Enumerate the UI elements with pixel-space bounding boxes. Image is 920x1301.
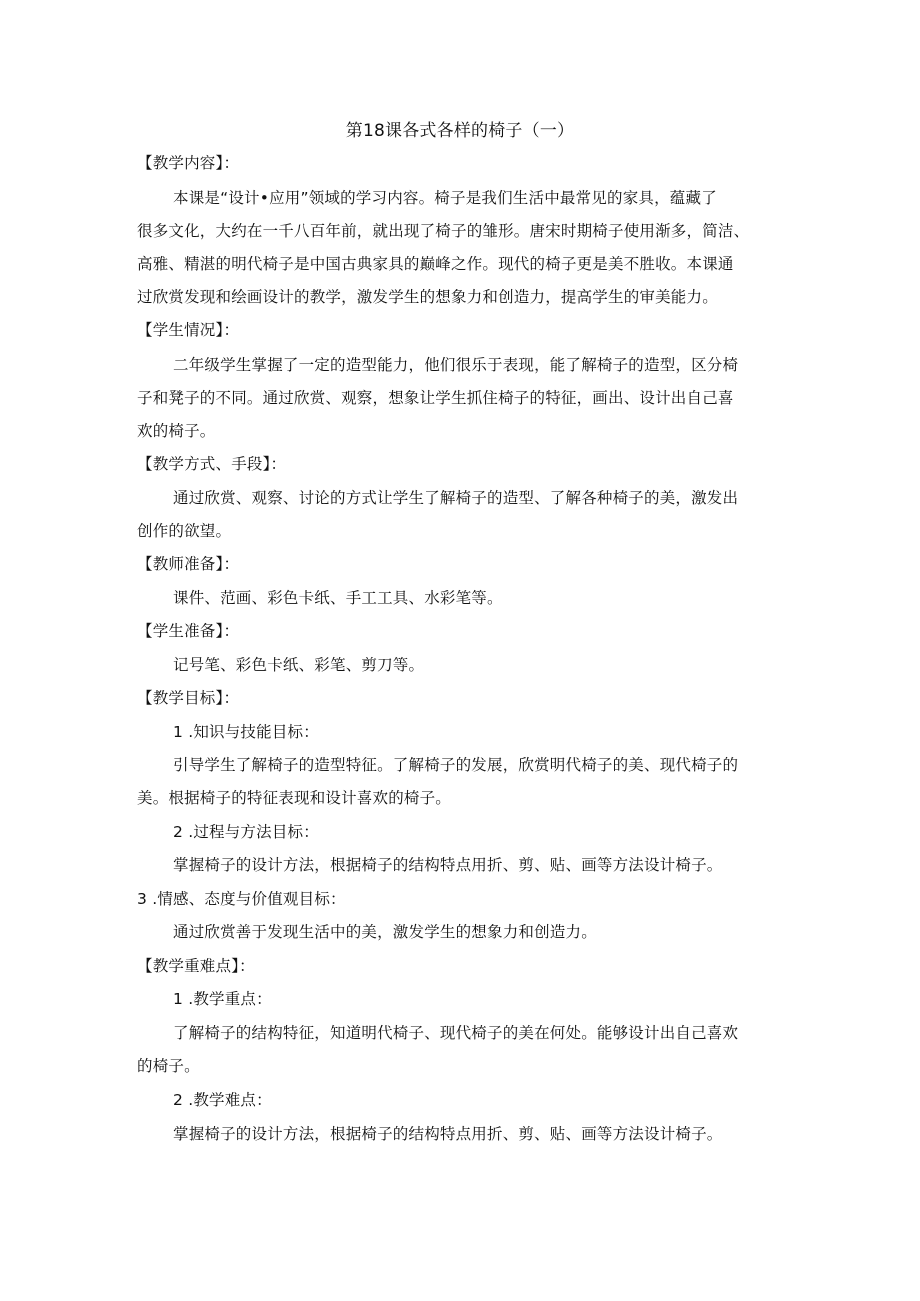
key-label: 1 .教学重点：	[173, 990, 272, 1008]
goal-label: 2 .过程与方法目标：	[173, 823, 319, 841]
paragraph-line: 通过欣赏善于发现生活中的美，激发学生的想象力和创造力。	[173, 923, 597, 941]
paragraph-line: 掌握椅子的设计方法，根据椅子的结构特点用折、剪、贴、画等方法设计椅子。	[173, 856, 723, 874]
section-heading-student-prep: 【学生准备】：	[137, 622, 240, 640]
section-heading-goals: 【教学目标】：	[137, 689, 240, 707]
key-label: 2 .教学难点：	[173, 1091, 272, 1109]
paragraph-line: 课件、范画、彩色卡纸、手工工具、水彩笔等。	[173, 589, 503, 607]
paragraph-line: 高雅、精湛的明代椅子是中国古典家具的巅峰之作。现代的椅子更是美不胜收。本课通	[137, 255, 734, 273]
paragraph-line: 引导学生了解椅子的造型特征。了解椅子的发展，欣赏明代椅子的美、现代椅子的	[173, 756, 739, 774]
section-heading-methods: 【教学方式、手段】：	[137, 455, 287, 473]
paragraph-line: 过欣赏发现和绘画设计的教学，激发学生的想象力和创造力，提高学生的审美能力。	[137, 288, 718, 306]
paragraph-line: 了解椅子的结构特征，知道明代椅子、现代椅子的美在何处。能够设计出自己喜欢	[173, 1024, 739, 1042]
document-title: 第18课各式各样的椅子（一）	[345, 121, 575, 141]
paragraph-line: 通过欣赏、观察、讨论的方式让学生了解椅子的造型、了解各种椅子的美，激发出	[173, 489, 739, 507]
paragraph-line: 记号笔、彩色卡纸、彩笔、剪刀等。	[173, 656, 425, 674]
paragraph-line: 子和凳子的不同。通过欣赏、观察，想象让学生抓住椅子的特征，画出、设计出自己喜	[137, 389, 734, 407]
section-heading-teacher: 【教师准备】：	[137, 555, 240, 573]
goal-label: 1 .知识与技能目标：	[173, 723, 319, 741]
paragraph-line: 创作的欲望。	[137, 522, 232, 540]
paragraph-line: 本课是“设计•应用”领域的学习内容。椅子是我们生活中最常见的家具，蕴藏了	[173, 189, 717, 207]
paragraph-line: 美。根据椅子的特征表现和设计喜欢的椅子。	[137, 789, 452, 807]
paragraph-line: 的椅子。	[137, 1057, 200, 1075]
paragraph-line: 二年级学生掌握了一定的造型能力，他们很乐于表现，能了解椅子的造型，区分椅	[173, 356, 739, 374]
section-heading-students: 【学生情况】：	[137, 321, 240, 339]
paragraph-line: 掌握椅子的设计方法，根据椅子的结构特点用折、剪、贴、画等方法设计椅子。	[173, 1125, 723, 1143]
paragraph-line: 欢的椅子。	[137, 422, 216, 440]
paragraph-line: 很多文化，大约在一千八百年前，就出现了椅子的雏形。唐宋时期椅子使用渐多，简洁、	[137, 222, 750, 240]
section-heading-content: 【教学内容】：	[137, 154, 240, 172]
goal-label: 3 .情感、态度与价值观目标：	[137, 890, 346, 908]
section-heading-key-points: 【教学重难点】：	[137, 957, 255, 975]
